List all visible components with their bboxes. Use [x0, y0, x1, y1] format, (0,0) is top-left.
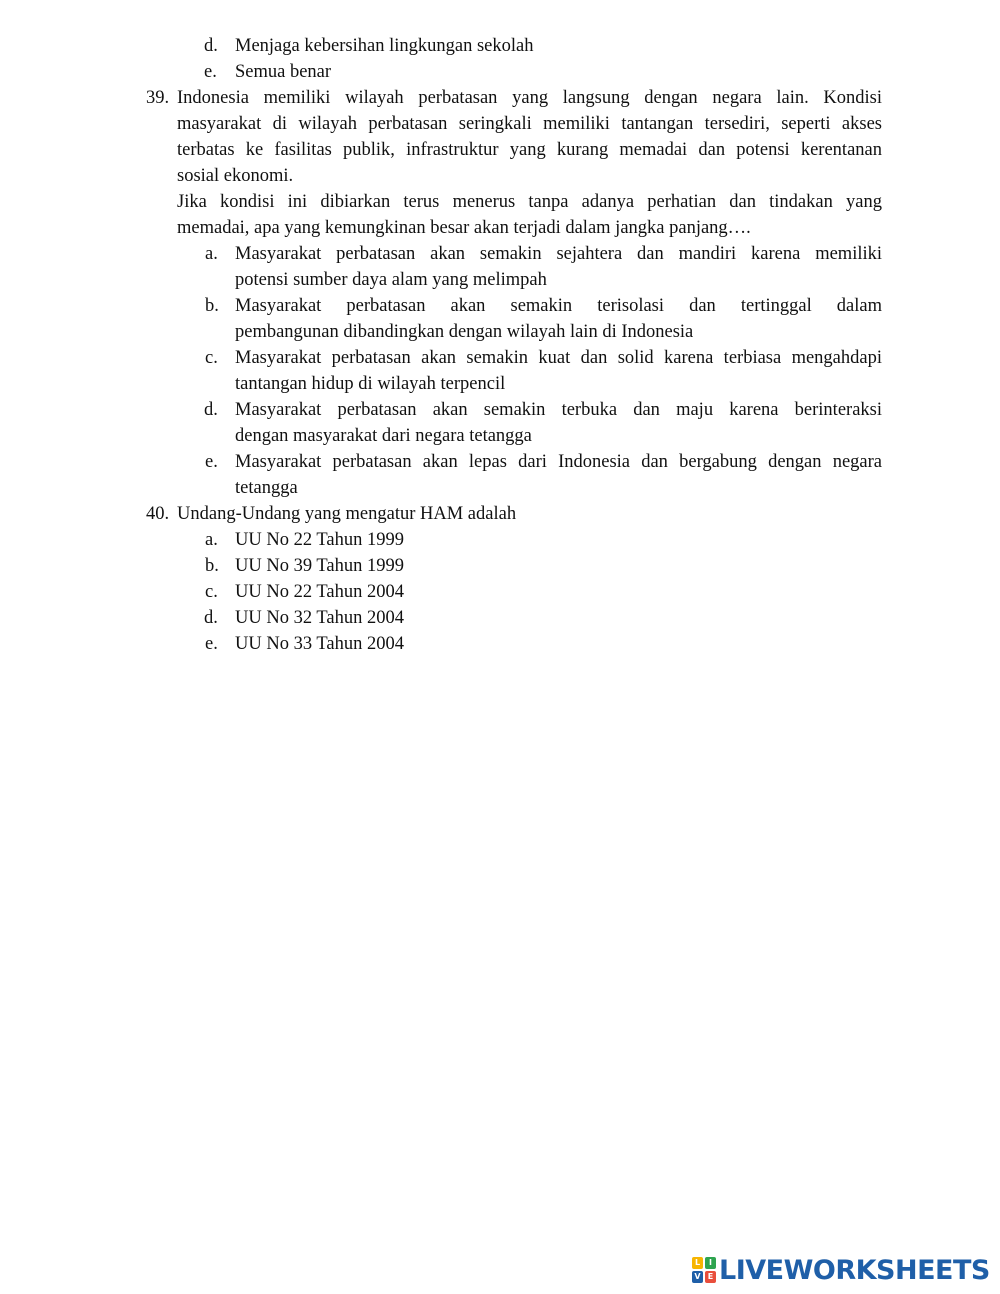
option-text-line: tantangan hidup di wilayah terpencil: [235, 374, 506, 394]
liveworksheets-logo: [692, 1255, 990, 1285]
question-stem-line: terbatas ke fasilitas publik, infrastruktur yang kurang memadai dan potensi kerentanan: [177, 140, 882, 160]
option-text: Menjaga kebersihan lingkungan sekolah: [235, 36, 534, 56]
option-letter: e.: [205, 452, 218, 472]
option-text-line: Masyarakat perbatasan akan semakin terisolasi dan tertinggal dalam: [235, 296, 882, 316]
option-text-line: Masyarakat perbatasan akan semakin sejahtera dan mandiri karena memiliki: [235, 244, 882, 264]
option-text: UU No 39 Tahun 1999: [235, 556, 404, 576]
question-stem-line: masyarakat di wilayah perbatasan seringkali memiliki tantangan tersediri, seperti akses: [177, 114, 882, 134]
option-letter: b.: [205, 296, 219, 316]
option-text-line: Masyarakat perbatasan akan semakin terbuka dan maju karena berinteraksi: [235, 400, 882, 420]
option-letter: a.: [205, 530, 218, 550]
question-stem: Undang-Undang yang mengatur HAM adalah: [177, 504, 517, 524]
logo-tile: E: [705, 1271, 716, 1283]
question-stem-line: Indonesia memiliki wilayah perbatasan yang langsung dengan negara lain. Kondisi: [177, 88, 882, 108]
option-text: Semua benar: [235, 62, 332, 82]
option-text-line: Masyarakat perbatasan akan lepas dari Indonesia dan bergabung dengan negara: [235, 452, 882, 472]
option-letter: d.: [204, 400, 218, 420]
logo-tile: V: [692, 1271, 703, 1283]
option-text-line: potensi sumber daya alam yang melimpah: [235, 270, 547, 290]
option-letter: c.: [205, 348, 218, 368]
liveworksheets-logo-icon: [692, 1257, 716, 1283]
option-letter: e.: [205, 634, 218, 654]
option-text: UU No 22 Tahun 1999: [235, 530, 404, 550]
option-text-line: Masyarakat perbatasan akan semakin kuat dan solid karena terbiasa mengahdapi: [235, 348, 882, 368]
option-text: UU No 33 Tahun 2004: [235, 634, 404, 654]
option-text: UU No 32 Tahun 2004: [235, 608, 404, 628]
option-text: UU No 22 Tahun 2004: [235, 582, 404, 602]
option-letter: a.: [205, 244, 218, 264]
option-letter: d.: [204, 608, 218, 628]
option-letter: b.: [205, 556, 219, 576]
brand-name: LIVEWORKSHEETS: [719, 1254, 990, 1286]
question-stem-line: sosial ekonomi.: [177, 166, 294, 186]
question-prompt-line: memadai, apa yang kemungkinan besar akan terjadi dalam jangka panjang….: [177, 218, 751, 238]
option-text-line: tetangga: [235, 478, 298, 498]
option-text-line: pembangunan dibandingkan dengan wilayah lain di Indonesia: [235, 322, 694, 342]
option-text-line: dengan masyarakat dari negara tetangga: [235, 426, 532, 446]
question-number: 40.: [146, 504, 170, 524]
question-number: 39.: [146, 88, 170, 108]
option-letter: e.: [204, 62, 217, 82]
option-letter: d.: [204, 36, 218, 56]
option-letter: c.: [205, 582, 218, 602]
logo-tile: I: [705, 1257, 716, 1269]
question-prompt-line: Jika kondisi ini dibiarkan terus menerus tanpa adanya perhatian dan tindakan yang: [177, 192, 882, 212]
logo-tile: L: [692, 1257, 703, 1269]
